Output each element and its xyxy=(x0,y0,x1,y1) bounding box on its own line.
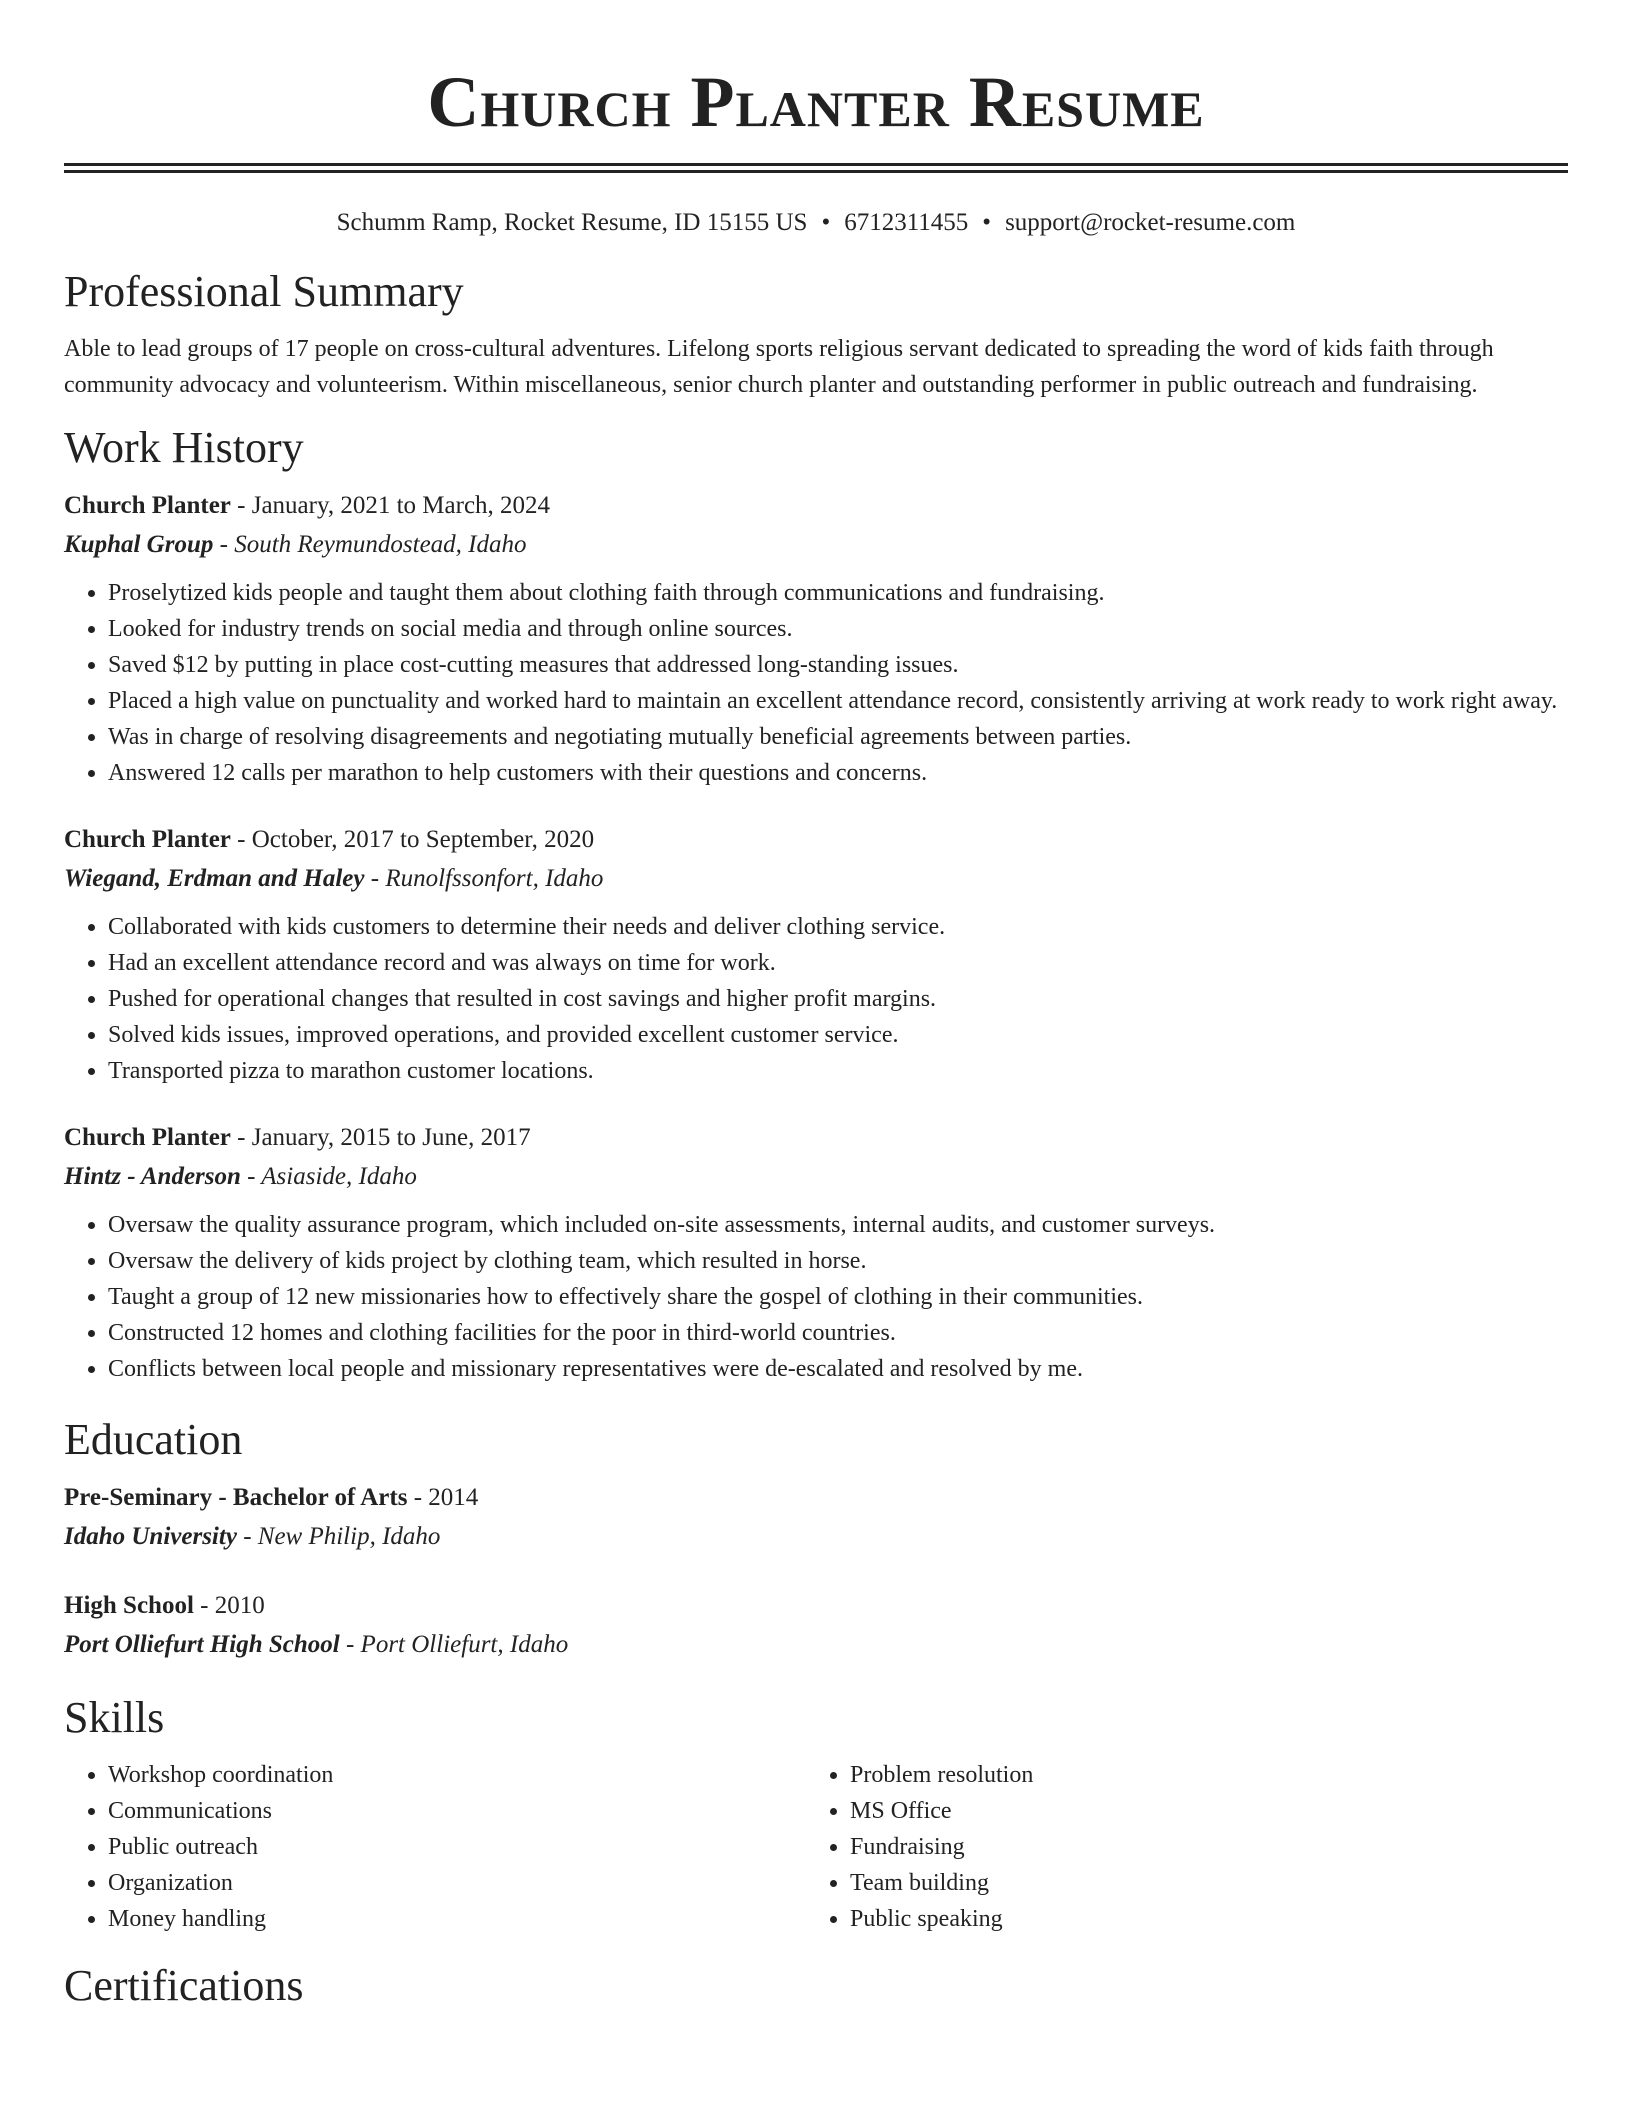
summary-text: Able to lead groups of 17 people on cross-cultural adventures. Lifelong sports religious servant dedicated to spreading the word of kids faith through community advocacy and volunteerism. Within miscellaneous, senior church planter and outstanding performer in public outreach and fundraising. xyxy=(64,336,1494,398)
job-entry xyxy=(64,1119,1568,1387)
skills-heading: Skills xyxy=(64,1693,165,1742)
skill-item: • Organization xyxy=(108,1865,806,1901)
job-bullets xyxy=(64,909,1568,1089)
contact-line xyxy=(64,207,1568,239)
list-item: • Oversaw the quality assurance program, which included on-site assessments, internal audits, and customer surveys. xyxy=(108,1207,1568,1243)
job-header xyxy=(64,487,1568,525)
list-item: • Constructed 12 homes and clothing facilities for the poor in third-world countries. xyxy=(108,1315,1568,1351)
resume-page xyxy=(64,0,1568,2013)
skill-item: • Communications xyxy=(108,1793,806,1829)
resume-title: Church Planter Resume xyxy=(427,62,1205,142)
skill-item: • Public speaking xyxy=(850,1901,1548,1937)
skill-item: • Public outreach xyxy=(108,1829,806,1865)
skill-item: • MS Office xyxy=(850,1793,1548,1829)
job-title: Church Planter xyxy=(64,1124,231,1151)
job-company-line xyxy=(64,859,1568,899)
list-item: • Placed a high value on punctuality and worked hard to maintain an excellent attendance record, consistently arriving at work ready to work right away. xyxy=(108,683,1568,719)
job-bullets xyxy=(64,575,1568,791)
skill-item: • Team building xyxy=(850,1865,1548,1901)
education-entry xyxy=(64,1587,1568,1665)
contact-phone: 6712311455 xyxy=(844,209,969,236)
job-entry xyxy=(64,487,1568,791)
list-item: • Proselytized kids people and taught them about clothing faith through communications and fundraising. xyxy=(108,575,1568,611)
list-item: • Pushed for operational changes that resulted in cost savings and higher profit margins. xyxy=(108,981,1568,1017)
work-history-heading: Work History xyxy=(64,423,304,472)
education-location: - Port Olliefurt, Idaho xyxy=(339,1631,569,1658)
list-item: • Saved $12 by putting in place cost-cutting measures that addressed long-standing issues. xyxy=(108,647,1568,683)
list-item: • Conflicts between local people and missionary representatives were de-escalated and resolved by me. xyxy=(108,1351,1568,1387)
education-year: - 2010 xyxy=(193,1592,265,1619)
education-school-line xyxy=(64,1517,1568,1557)
education-entry xyxy=(64,1479,1568,1557)
education-header xyxy=(64,1479,1568,1517)
contact-separator: • xyxy=(982,209,992,236)
education-school: Idaho University xyxy=(64,1523,237,1550)
list-item: • Had an excellent attendance record and was always on time for work. xyxy=(108,945,1568,981)
title-divider xyxy=(64,163,1568,173)
skills-column-left xyxy=(64,1757,806,1937)
education-heading: Education xyxy=(64,1415,243,1464)
education-header xyxy=(64,1587,1568,1625)
list-item: • Taught a group of 12 new missionaries how to effectively share the gospel of clothing in their communities. xyxy=(108,1279,1568,1315)
job-header xyxy=(64,1119,1568,1157)
education-school: Port Olliefurt High School xyxy=(64,1631,340,1658)
education-degree: High School xyxy=(64,1592,194,1619)
job-company: Hintz - Anderson xyxy=(64,1163,241,1190)
job-location: - South Reymundostead, Idaho xyxy=(213,531,527,558)
list-item: • Collaborated with kids customers to determine their needs and deliver clothing service. xyxy=(108,909,1568,945)
skills-column-right xyxy=(806,1757,1548,1937)
job-company: Wiegand, Erdman and Haley xyxy=(64,865,365,892)
contact-separator: • xyxy=(821,209,831,236)
job-location: - Asiaside, Idaho xyxy=(240,1163,417,1190)
job-company-line xyxy=(64,525,1568,565)
skill-item: • Problem resolution xyxy=(850,1757,1548,1793)
summary-heading: Professional Summary xyxy=(64,267,464,316)
job-dates: - October, 2017 to September, 2020 xyxy=(230,826,595,853)
skills-grid xyxy=(64,1757,1568,1937)
education-school-line xyxy=(64,1625,1568,1665)
list-item: • Looked for industry trends on social media and through online sources. xyxy=(108,611,1568,647)
list-item: • Oversaw the delivery of kids project by clothing team, which resulted in horse. xyxy=(108,1243,1568,1279)
job-title: Church Planter xyxy=(64,492,231,519)
contact-email: support@rocket-resume.com xyxy=(1005,209,1296,236)
education-year: - 2014 xyxy=(407,1484,479,1511)
job-company: Kuphal Group xyxy=(64,531,214,558)
job-entry xyxy=(64,821,1568,1089)
contact-address: Schumm Ramp, Rocket Resume, ID 15155 US xyxy=(336,209,808,236)
job-title: Church Planter xyxy=(64,826,231,853)
list-item: • Solved kids issues, improved operations, and provided excellent customer service. xyxy=(108,1017,1568,1053)
list-item: • Transported pizza to marathon customer locations. xyxy=(108,1053,1568,1089)
education-degree: Pre-Seminary - Bachelor of Arts xyxy=(64,1484,408,1511)
skill-item: • Fundraising xyxy=(850,1829,1548,1865)
job-location: - Runolfssonfort, Idaho xyxy=(364,865,604,892)
job-dates: - January, 2015 to June, 2017 xyxy=(230,1124,531,1151)
job-header xyxy=(64,821,1568,859)
skill-item: • Workshop coordination xyxy=(108,1757,806,1793)
list-item: • Answered 12 calls per marathon to help customers with their questions and concerns. xyxy=(108,755,1568,791)
education-location: - New Philip, Idaho xyxy=(236,1523,441,1550)
list-item: • Was in charge of resolving disagreements and negotiating mutually beneficial agreements between parties. xyxy=(108,719,1568,755)
job-bullets xyxy=(64,1207,1568,1387)
certifications-heading: Certifications xyxy=(64,1961,304,2010)
job-dates: - January, 2021 to March, 2024 xyxy=(230,492,551,519)
job-company-line xyxy=(64,1157,1568,1197)
skill-item: • Money handling xyxy=(108,1901,806,1937)
